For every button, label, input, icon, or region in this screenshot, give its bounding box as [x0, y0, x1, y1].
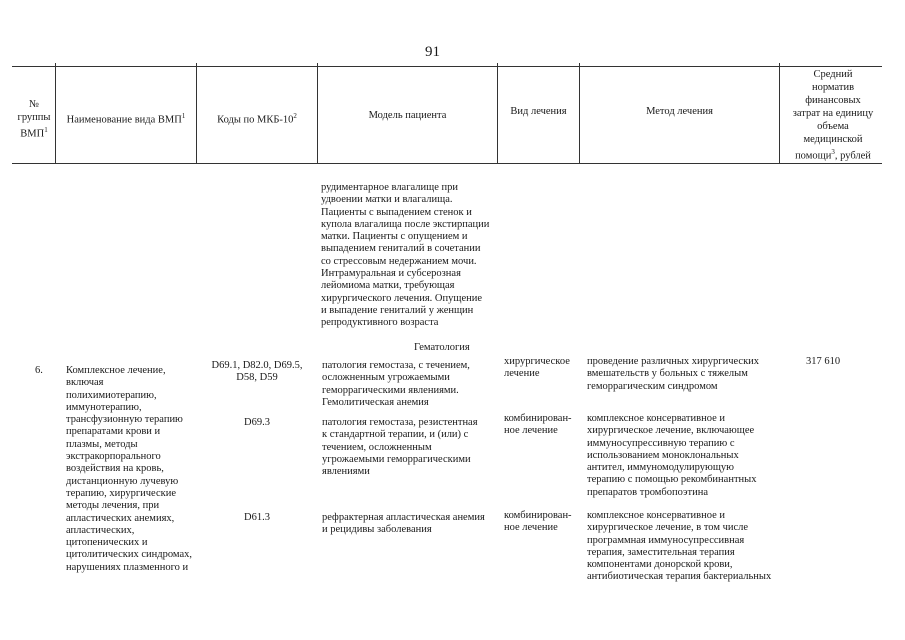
patient-model: рефрактерная апластическая анемия и рецидивы заболевания — [322, 512, 485, 536]
column-divider — [497, 63, 498, 163]
icd-codes: D69.3 — [244, 417, 270, 428]
header-icd-codes: Коды по МКБ-$10^2$ — [217, 112, 297, 126]
header-group-number: № группы ВМП$^1$ — [17, 99, 51, 140]
treatment-type: хирургическое лечение — [504, 356, 570, 380]
header-treatment-type: Вид лечения — [510, 106, 567, 117]
header-top-rule — [12, 66, 882, 67]
treatment-type: комбинирован- ное лечение — [504, 413, 572, 437]
page-number: 91 — [425, 44, 440, 60]
section-title: Гематология — [414, 342, 470, 353]
column-divider — [779, 63, 780, 163]
vmp-name: Комплексное лечение, включая полихимиотерапию, иммунотерапию, трансфузионную терапию препаратами крови и плазмы, методы экстракорпорального воздействия на кровь, дистанционную лучевую терапию, хирургические методы лечения, при апластических анемиях, апластических, цитопенических и цитолитических синдромах, нарушениях плазменного и — [66, 365, 192, 573]
column-divider — [55, 63, 56, 163]
treatment-method: проведение различных хирургических вмешательств у больных с тяжелым геморрагическим синдромом — [587, 356, 760, 392]
header-vmp-name: Наименование вида ВМП$^1$ — [66, 112, 186, 126]
treatment-method: комплексное консервативное и хирургическое лечение, в том числе программная иммуносупрессивная терапия, заместительная терапия компонентами донорской крови, антибиотическая терапия бактериальных — [587, 510, 772, 583]
continued-patient-model: рудиментарное влагалище при удвоении матки и влагалища. Пациенты с выпадением стенок и купола влагалища после экстирпации матки. Пациенты с опущением и выпадением гениталий в сочетании со стрессовым недержанием мочи. Интрамуральная и субсерозная лейомиома матки, требующая хирургического лечения. Опущение и выпадение гениталий у женщин репродуктивного возраста — [321, 182, 490, 329]
header-treatment-method: Метод лечения — [646, 106, 713, 117]
patient-model: патология гемостаза, резистентная к стандартной терапии, и (или) с течением, осложненным угрожаемыми геморрагическими явлениями — [322, 417, 478, 478]
column-divider — [579, 63, 580, 163]
column-divider — [196, 63, 197, 163]
header-patient-model: Модель пациента — [368, 110, 447, 121]
icd-codes: D69.1, D82.0, D69.5, D58, D59 — [211, 360, 303, 384]
treatment-type: комбинирован- ное лечение — [504, 510, 572, 534]
patient-model: патология гемостаза, с течением, осложненным угрожаемыми геморрагическими явлениями. Гемолитическая анемия — [322, 360, 470, 408]
icd-codes: D61.3 — [244, 512, 270, 523]
row-number: 6. — [35, 365, 43, 376]
treatment-method: комплексное консервативное и хирургическое лечение, включающее иммуносупрессивную терапию с использованием моноклональных антител, иммуномодулирующую терапию с помощью рекомбинантных препаратов тромбопоэтина — [587, 413, 757, 498]
column-divider — [317, 63, 318, 163]
cost-value: 317 610 — [806, 356, 841, 367]
header-bottom-rule — [12, 163, 882, 164]
header-cost-norm: Средний норматив финансовых затрат на единицу объема медицинской помощи$^3$, рублей — [792, 69, 874, 162]
